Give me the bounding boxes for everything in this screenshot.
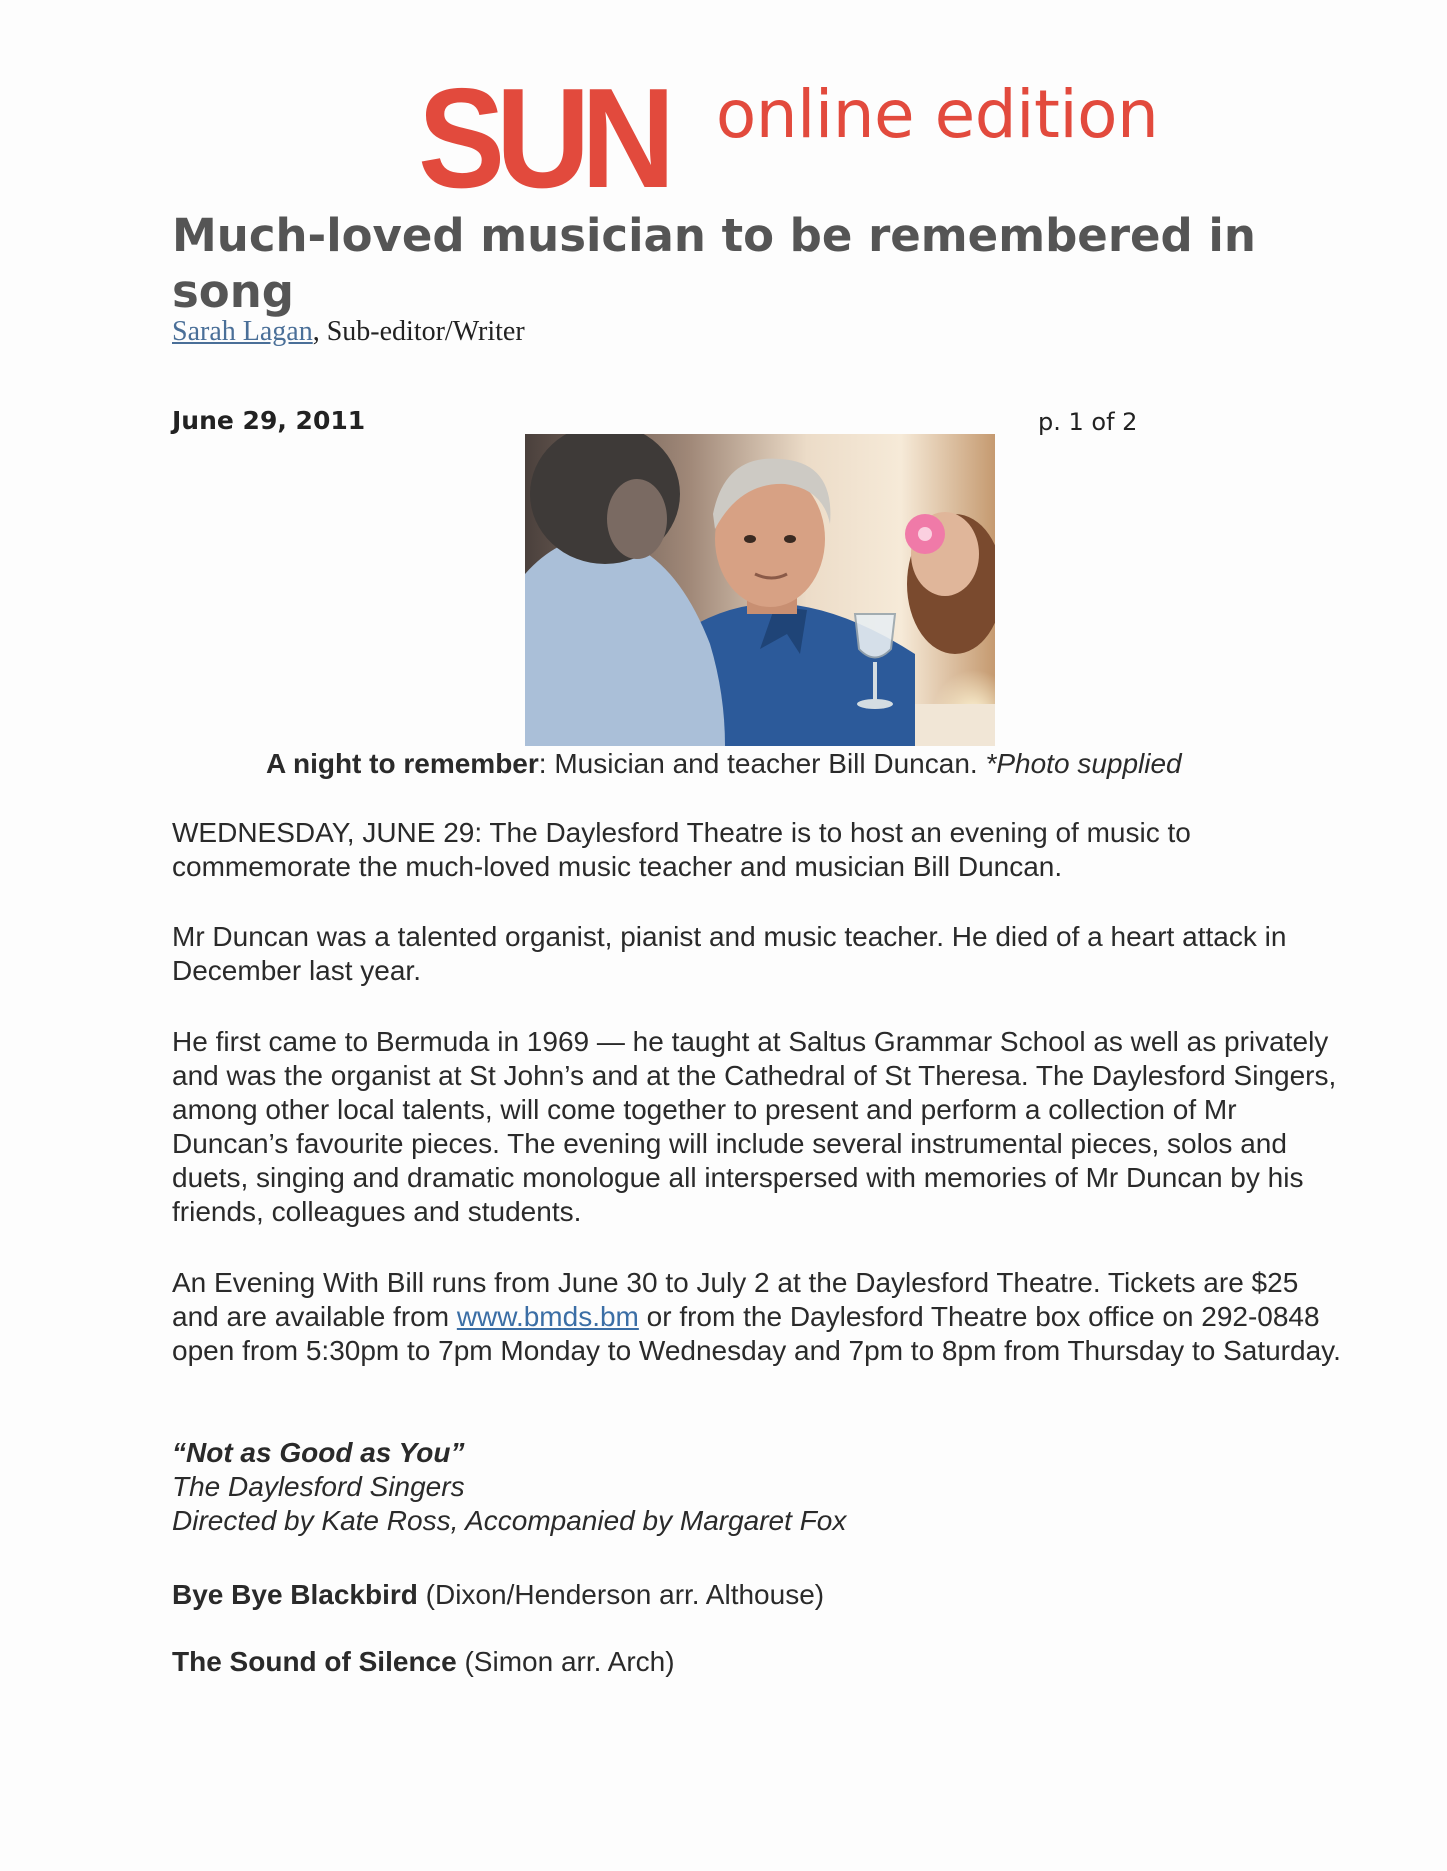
headline: Much-loved musician to be remembered in song — [172, 209, 1256, 318]
paragraph-tickets — [172, 1266, 1352, 1368]
piece-credit: (Dixon/Henderson arr. Althouse) — [417, 1579, 825, 1610]
program-performer: The Daylesford Singers — [172, 1471, 465, 1502]
paragraph-bio: Mr Duncan was a talented organist, pianist and music teacher. He died of a heart attack in December last year. — [172, 921, 1287, 986]
photo-caption — [266, 748, 1182, 780]
edition-label: online edition — [715, 76, 1159, 153]
program-piece — [172, 1645, 1352, 1679]
tickets-website-link[interactable]: www.bmds.bm — [456, 1301, 639, 1332]
author-link[interactable]: Sarah Lagan — [172, 316, 313, 347]
page-number: p. 1 of 2 — [1038, 408, 1138, 436]
program-block — [172, 1436, 1352, 1538]
program-director: Directed by Kate Ross, Accompanied by Margaret Fox — [172, 1505, 847, 1536]
caption-text: : Musician and teacher Bill Duncan. — [538, 748, 986, 779]
caption-title: A night to remember — [266, 748, 539, 779]
piece-title: Bye Bye Blackbird — [172, 1579, 418, 1610]
photo-illustration — [525, 434, 995, 746]
paragraph-intro: WEDNESDAY, JUNE 29: The Daylesford Theatre is to host an evening of music to commemorate the much-loved music teacher and musician Bill Duncan. — [172, 817, 1191, 882]
byline — [172, 316, 525, 348]
piece-credit: (Simon arr. Arch) — [456, 1646, 675, 1677]
tickets-text-after: or from the Daylesford Theatre box office on 292-0848 open from 5:30pm to 7pm Monday to Wednesday and 7pm to 8pm from Thursday to Saturday. — [172, 1301, 1341, 1366]
author-role: , Sub-editor/Writer — [312, 316, 525, 347]
tickets-text-before: An Evening With Bill runs from June 30 to July 2 at the Daylesford Theatre. Tickets are $25 and are available from — [172, 1267, 1299, 1332]
program-song-title: “Not as Good as You” — [172, 1437, 465, 1468]
paragraph-history: He first came to Bermuda in 1969 — he taught at Saltus Grammar School as well as privately and was the organist at St John’s and at the Cathedral of St Theresa. The Daylesford Singers, among other local talents, will come together to present and perform a collection of Mr Duncan’s favourite pieces. The evening will include several instrumental pieces, solos and duets, singing and dramatic monologue all interspersed with memories of Mr Duncan by his friends, colleagues and students. — [172, 1026, 1337, 1227]
caption-credit: *Photo supplied — [985, 748, 1182, 779]
sun-logo: SUN — [418, 59, 667, 218]
publish-date: June 29, 2011 — [172, 406, 366, 435]
piece-title: The Sound of Silence — [172, 1646, 457, 1677]
article-photo — [525, 434, 995, 746]
masthead — [418, 59, 1159, 218]
program-piece — [172, 1578, 1352, 1612]
